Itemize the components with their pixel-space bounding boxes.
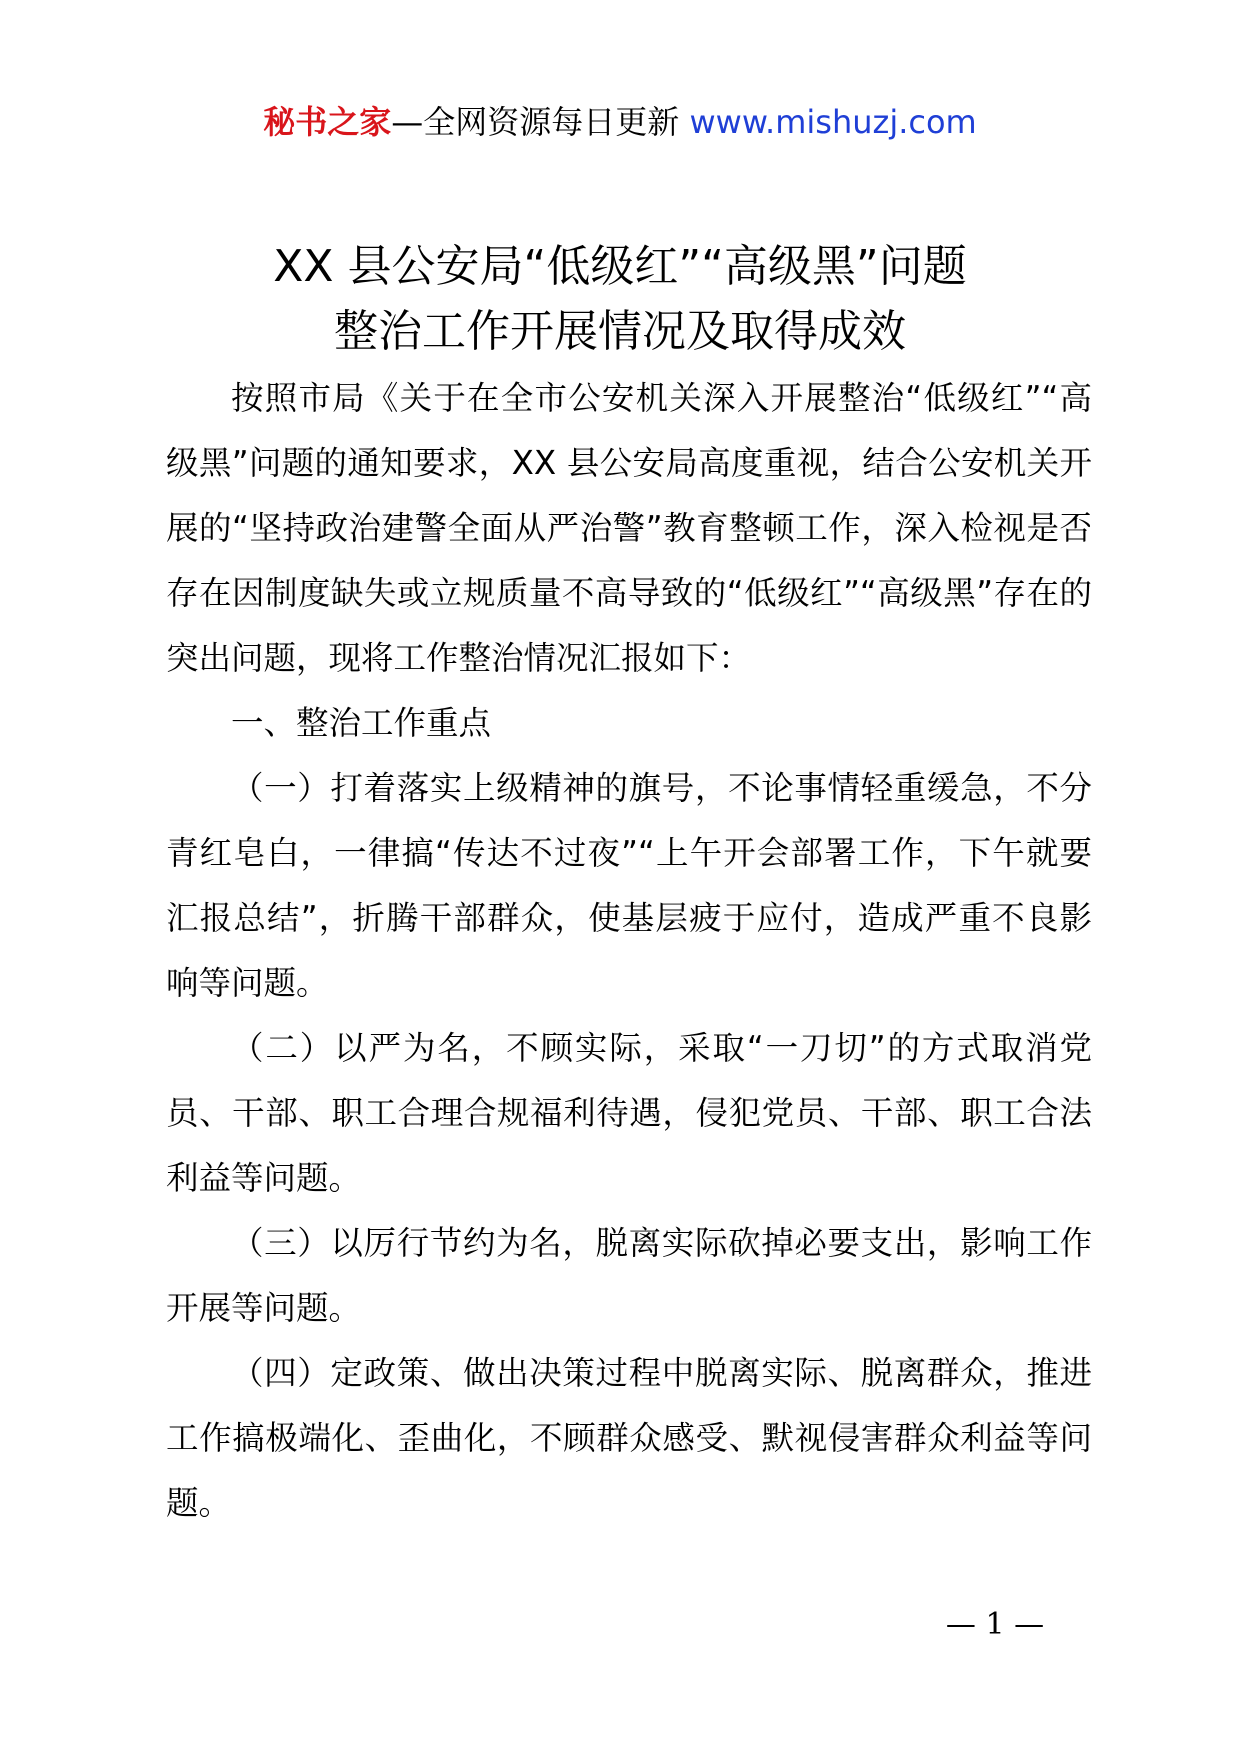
document-title-line-2: 整治工作开展情况及取得成效 xyxy=(334,306,906,357)
site-banner xyxy=(0,100,1240,144)
item-paragraph-1: （一）打着落实上级精神的旗号，不论事情轻重缓急，不分青红皂白，一律搞“传达不过夜”“上午开会部署工作，下午就要汇报总结”，折腾干部群众，使基层疲于应付，造成严重不良影响等问题。 xyxy=(166,769,1092,1002)
item-paragraph-4: （四）定政策、做出决策过程中脱离实际、脱离群众，推进工作搞极端化、歪曲化，不顾群众感受、默视侵害群众利益等问题。 xyxy=(166,1354,1092,1522)
document-body xyxy=(166,366,1092,1536)
banner-brand: 秘书之家 xyxy=(263,103,392,141)
section-heading: 一、整治工作重点 xyxy=(231,704,492,742)
page-number: — 1 — xyxy=(945,1607,1045,1642)
item-paragraph-2: （二）以严为名，不顾实际，采取“一刀切”的方式取消党员、干部、职工合理合规福利待遇，侵犯党员、干部、职工合法利益等问题。 xyxy=(166,1029,1092,1197)
banner-url-link[interactable]: www.mishuzj.com xyxy=(689,103,977,141)
intro-paragraph: 按照市局《关于在全市公安机关深入开展整治“低级红”“高级黑”问题的通知要求，XX 县公安局高度重视，结合公安机关开展的“坚持政治建警全面从严治警”教育整顿工作，深入检视是否存在因制度缺失或立规质量不高导致的“低级红”“高级黑”存在的突出问题，现将工作整治情况汇报如下： xyxy=(166,379,1092,677)
banner-slogan: —全网资源每日更新 xyxy=(391,103,690,141)
item-paragraph-3: （三）以厉行节约为名，脱离实际砍掉必要支出，影响工作开展等问题。 xyxy=(166,1224,1092,1327)
document-title-line-1: XX 县公安局“低级红”“高级黑”问题 xyxy=(273,241,967,292)
